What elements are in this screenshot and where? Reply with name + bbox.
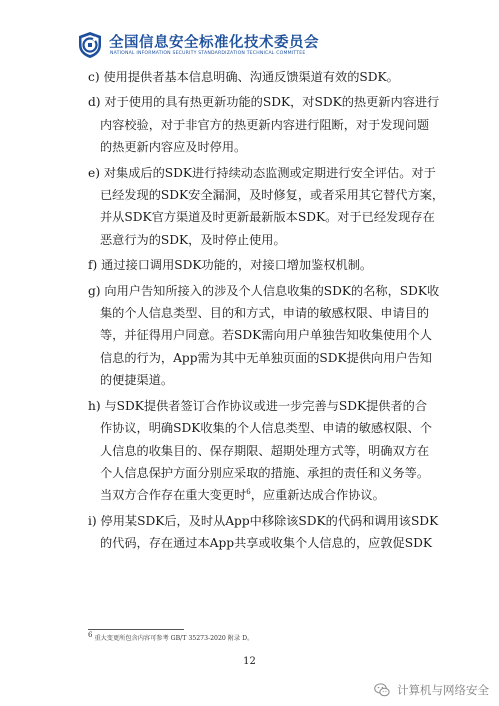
text-line: 内容校验，对于非官方的热更新内容进行阻断，对于发现问题 bbox=[100, 117, 430, 132]
page-header bbox=[75, 30, 475, 60]
footnote-marker: 6 bbox=[88, 630, 93, 639]
watermark-text: 计算机与网络安全 bbox=[397, 683, 489, 697]
text-line: 个人信息保护方面分别应采取的措施、承担的责任和义务等。 bbox=[100, 465, 430, 480]
text-line: 人信息的收集目的、保存期限、超期处理方式等，明确双方在 bbox=[100, 443, 430, 458]
text-line: 信息的行为，App需为其中无单独页面的SDK提供向用户告知 bbox=[100, 350, 432, 365]
text-line: f) 通过接口调用SDK功能的，对接口增加鉴权机制。 bbox=[88, 258, 373, 273]
text-segment: ，应重新达成合作协议。 bbox=[250, 488, 385, 503]
footnote-text: 重大变更所包含内容可参考 GB/T 35273-2020 附录 D。 bbox=[94, 635, 254, 642]
text-line: 的代码，存在通过本App共享或收集个人信息的，应敦促SDK bbox=[100, 536, 432, 551]
text-line bbox=[88, 484, 418, 506]
text-line: 的热更新内容应及时停用。 bbox=[100, 140, 247, 155]
watermark bbox=[374, 682, 489, 698]
text-line: 作协议，明确SDK收集的个人信息类型、申请的敏感权限、个 bbox=[100, 421, 432, 436]
clause-h bbox=[88, 395, 432, 507]
clause-c bbox=[88, 66, 418, 88]
text-line: i) 停用某SDK后，及时从App中移除该SDK的代码和调用该SDK bbox=[88, 513, 439, 528]
footnote bbox=[88, 630, 254, 642]
footnote-reference[interactable]: 6 bbox=[246, 488, 251, 497]
text-line: 等，并征得用户同意。若SDK需向用户单独告知收集使用个人 bbox=[100, 328, 432, 343]
clause-e bbox=[88, 162, 445, 252]
text-line: 集的个人信息类型、目的和方式，申请的敏感权限、申请目的 bbox=[100, 306, 430, 321]
text-segment: 当双方合作存在重大变更时 bbox=[100, 488, 247, 503]
page-number: 12 bbox=[243, 656, 256, 667]
text-line: 的便捷渠道。 bbox=[100, 373, 174, 388]
org-name-en: NATIONAL INFORMATION SECURITY STANDARDIZATION TECHNICAL COMMITTEE bbox=[110, 51, 306, 56]
clause-i bbox=[88, 510, 439, 555]
wechat-icon bbox=[374, 683, 390, 697]
text-line: 并从SDK官方渠道及时更新最新版本SDK。对于已经发现存在 bbox=[100, 210, 435, 225]
text-line: 已经发现的SDK安全漏洞，及时修复，或者采用其它替代方案， bbox=[100, 188, 445, 203]
clause-f bbox=[88, 254, 418, 276]
text-line: d) 对于使用的具有热更新功能的SDK，对SDK的热更新内容进行 bbox=[88, 95, 440, 110]
text-line: h) 与SDK提供者签订合作协议或进一步完善与SDK提供者的合 bbox=[88, 398, 428, 413]
footnote-divider bbox=[88, 629, 184, 630]
committee-logo-icon bbox=[75, 30, 105, 60]
org-name-cn: 全国信息安全标准化技术委员会 bbox=[109, 35, 319, 51]
text-line: g) 向用户告知所接入的涉及个人信息收集的SDK的名称，SDK收 bbox=[88, 283, 440, 298]
text-line: e) 对集成后的SDK进行持续动态监测或定期进行安全评估。对于 bbox=[88, 165, 436, 180]
document-body bbox=[88, 66, 445, 555]
text-line: c) 使用提供者基本信息明确、沟通反馈渠道有效的SDK。 bbox=[88, 70, 399, 84]
clause-g bbox=[88, 280, 440, 392]
text-line: 恶意行为的SDK，及时停止使用。 bbox=[100, 232, 286, 247]
clause-d bbox=[88, 91, 440, 158]
